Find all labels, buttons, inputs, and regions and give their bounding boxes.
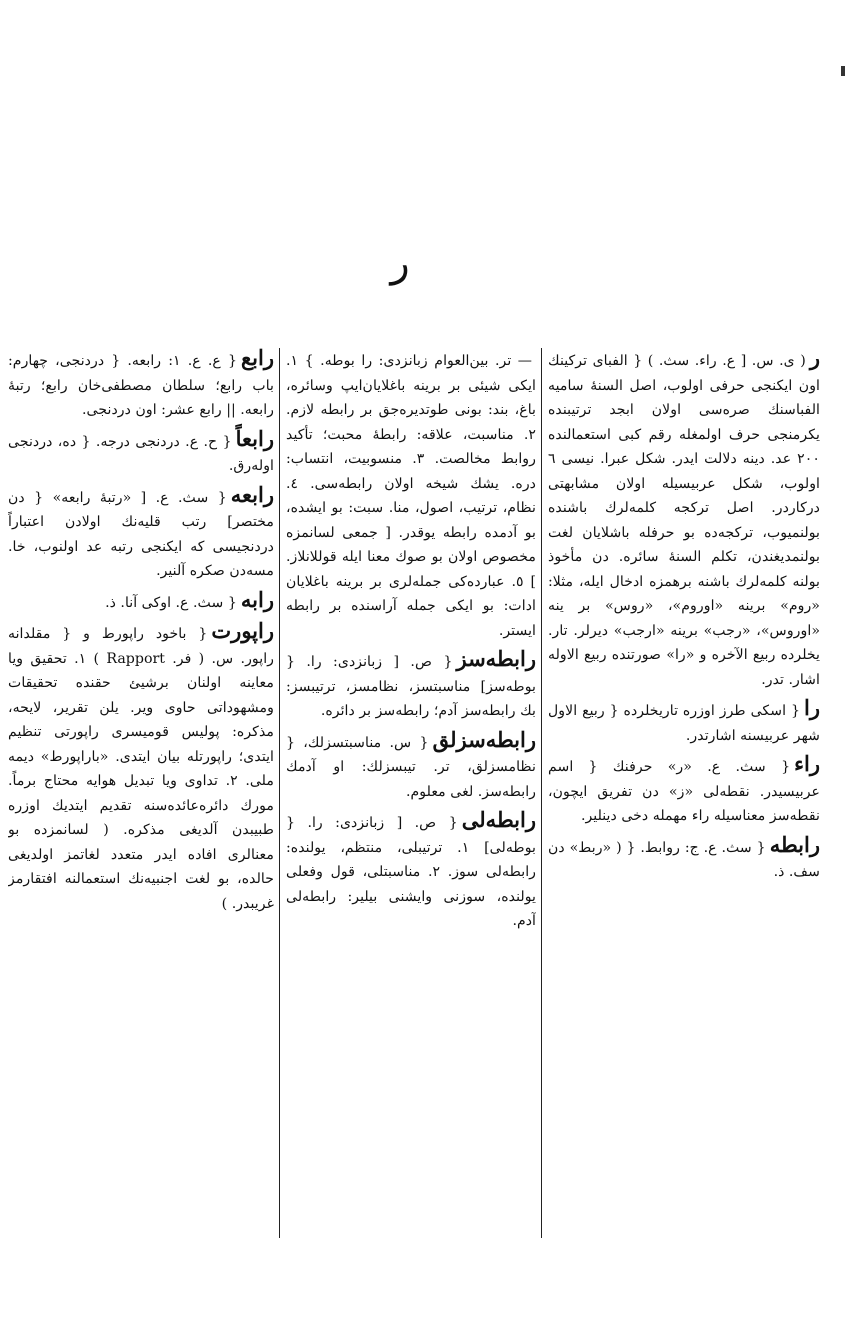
dictionary-entry	[8, 346, 274, 423]
dictionary-entry	[286, 808, 536, 934]
scan-mark	[841, 66, 845, 76]
dictionary-entry	[8, 483, 274, 584]
entry-definition: { باخود راپورط و { مقلدانه راپور. س. ( فر. Rapport ) ۱. تحقیق ویا معاینه اولنان برشیئ حقنده تحقیقات ومشهوداتی حاوی ویر. یلن تقریر، لایحه، مذکره: پولیس قومیسری راپورتی تنظیم ایتدی؛ راپورتله بیان ایتدی. «باراپورط» دیمه ملی. ۲. تداوی ویا تبدیل هوایه محتاج برماً. مورك دائره‌عائده‌سنه تقدیم ایتدیك اوزره طبیبدن آلدیغی مذکره. ( لسانمزده بو معنالری افاده ایدر متعدد لغاتمز اولدیغی حالده، بو لغت اجنبیه‌نك استعمالنه افتقارمز غریبدر. )	[8, 626, 274, 912]
entry-definition: { سث. ع. «ر» حرفنك { اسم عربیسیدر. نقطه‌لی «ز» دن تفریق ایچون، نقطه‌سز معناسیله راء مهمله دخی دینلیر.	[548, 759, 820, 824]
entry-headword: را	[804, 695, 820, 720]
entry-headword: رابعاً	[235, 425, 274, 451]
entry-definition: { س. مناسبتسزلك، { نظامسزلق، تر. تیبسزلك: او آدمك رابطه‌سز. لغی معلوم.	[286, 734, 536, 800]
dictionary-entry	[8, 588, 274, 616]
entry-headword: راء	[794, 751, 820, 776]
column-divider	[541, 348, 542, 1238]
column-divider	[279, 348, 280, 1238]
entry-definition: — تر. بین‌العوام زبانزدی: را بوطه. } ۱. ایکی شیئی بر برینه باغلایان‌ایپ وسائره، باغ، بند: بونی طوتدیره‌جق بر رابطه لازم. ۲. مناسبت، علاقه: رابطهٔ محبت؛ تأکید روابط مخالصت. ۳. منسوبیت، انتساب: دره. یشك شیخه اولان رابطه‌سی. ٤. نظام، ترتیب، اصول، منا. سبت: بو ایشده، بو آدمده رابطه یوقدر. [ جمعی لسانمزه مخصوص اولان بو صوك معنا ایله قوللانلاز. ] ٥. عبارده‌کی جمله‌لری بر برینه باغلایان ادات: بو ایکی جمله آراسنده بر رابطه ایستر.	[286, 353, 536, 639]
entry-headword: ر	[809, 346, 820, 370]
dictionary-entry	[8, 427, 274, 479]
entry-definition: { اسکی طرز اوزره تاریخلرده { ربیع الاول شهر عربیسنه اشارتدر.	[548, 703, 820, 744]
dictionary-entry	[286, 647, 536, 724]
entry-definition: { سث. ع. [ «رتبهٔ رابعه» { دن مختصر] رتب قلیه‌نك اولادن اعتباراً دردنجیسی که ایکنجی رتبه عد اولنوب، خا. مسه‌دن صکره آلنیر.	[8, 489, 274, 579]
dictionary-entry	[8, 619, 274, 916]
dictionary-entry	[548, 346, 820, 692]
dictionary-entry	[548, 833, 820, 885]
entry-definition: { ح. ع. دردنجی درجه. { ده، دردنجی اولەرق.	[8, 433, 274, 474]
entry-headword: راپورت	[211, 618, 274, 643]
entry-headword: رابه	[240, 586, 274, 612]
entry-definition: { سث. ع. اوکی آنا. ذ.	[105, 594, 237, 611]
dictionary-entry	[286, 346, 536, 643]
dictionary-entry	[548, 696, 820, 748]
entry-definition: { ص. [ زبانزدی: را. { بوطه‌سز] مناسبتسز، نظامسز، ترتیبسز: بك رابطه‌سز آدم؛ رابطه‌سز بر دائره.	[286, 654, 536, 719]
entry-headword: رابعه	[230, 481, 274, 507]
column-left	[8, 346, 274, 1266]
entry-definition: { سث. ع. ج: روابط. { ( «ربط» دن سف. ذ.	[548, 839, 820, 880]
entry-definition: ( ى. س. [ ع. راء. سث. ) { الفبای ترکینك اون ایکنجی حرفی اولوب، اصل السنهٔ سامیه الفباسنك صره‌سی اولان ابجد ترتیبنده یکرمنجی حرف اولمغله رقم کبی استعمالنده ۲۰۰ عد. دینه دلالت ایدر. شکل عبرا. نیسی ٦ اولوب، شکل عربیسیله اولان مشابهتی درکاردر. اصل ترکجه کلمه‌لرك باشنده بولنمیوب، ترکجه‌ده بو حرفله باشلایان لغت بولنمدیغندن، تکلم السنهٔ سائره. دن مأخوذ بولنه کلمه‌لرك باشنه برهمزه ادخال ایله، مثلا: «روم» برینه «اوروم»، «روس» بر ینه «اوروس»، «رجب» برینه «ارجب» دیرلر. تار. یخلرده ربیع الآخره و «را» صورتنده ربیع الاوله اشار. تدر.	[548, 353, 820, 688]
dictionary-entry	[286, 728, 536, 805]
section-header-letter: ر	[390, 240, 410, 286]
entry-headword: رابطه‌سز	[456, 646, 536, 671]
column-middle	[286, 346, 536, 1266]
entry-headword: رابطه‌سزلق	[432, 726, 536, 752]
entry-headword: رابع	[240, 346, 274, 370]
dictionary-entry	[548, 752, 820, 829]
entry-headword: رابطه	[769, 831, 820, 857]
entry-definition: { ص. [ زبانزدی: را. { بوطه‌لی] ۱. ترتیبلی، منتظم، یولنده: رابطه‌لی سوز. ۲. مناسبتلی، قول وفعلی یولنده، سوزنی وایشنی بیلیر: رابطه‌لی آدم.	[286, 815, 536, 929]
entry-headword: رابطه‌لی	[461, 807, 536, 832]
entry-definition: { ع. ع. ۱: رابعه. { دردنجی، چهارم: باب رابع؛ سلطان مصطفی‌خان رابع؛ رتبهٔ رابعه. || رابع عشر: اون دردنجی.	[8, 353, 274, 418]
column-right	[548, 346, 820, 1266]
